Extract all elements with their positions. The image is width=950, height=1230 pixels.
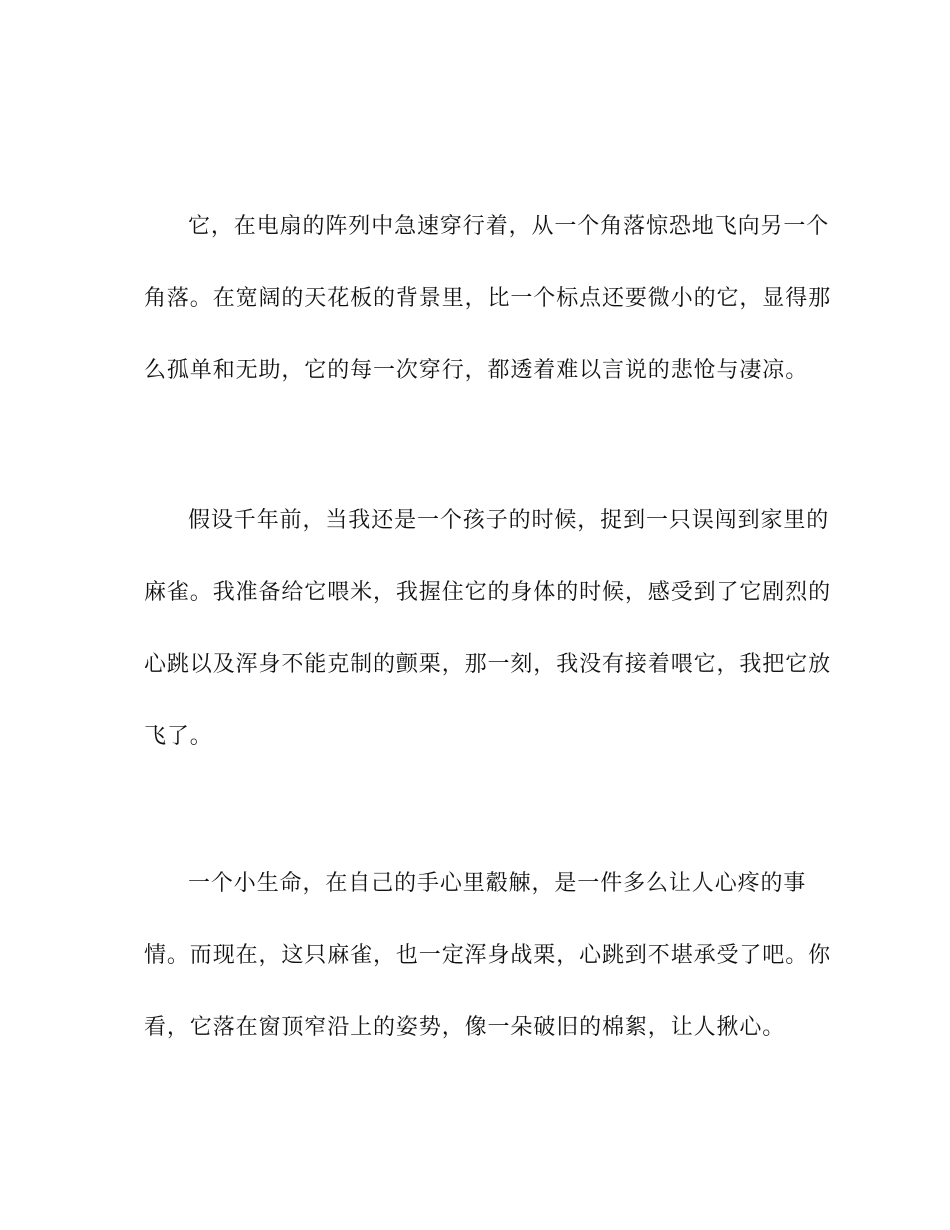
paragraph-3 <box>144 868 832 1084</box>
paragraph-line: 麻雀。我准备给它喂米，我握住它的身体的时候，感受到了它剧烈的 <box>144 580 832 605</box>
paragraph-1 <box>144 211 832 427</box>
paragraph-line: 看，它落在窗顶窄沿上的姿势，像一朵破旧的棉絮，让人揪心。 <box>144 1015 786 1040</box>
paragraph-line: 飞了。 <box>144 724 213 749</box>
paragraph-line: 心跳以及浑身不能克制的颤栗，那一刻，我没有接着喂它，我把它放 <box>144 652 832 677</box>
paragraph-line: 一个小生命，在自己的手心里觳觫，是一件多么让人心疼的事 <box>188 871 807 896</box>
paragraph-line: 角落。在宽阔的天花板的背景里，比一个标点还要微小的它，显得那 <box>144 286 832 311</box>
paragraph-line: 情。而现在，这只麻雀，也一定浑身战栗，心跳到不堪承受了吧。你 <box>144 943 832 968</box>
paragraph-2 <box>144 505 832 793</box>
paragraph-line: 么孤单和无助，它的每一次穿行，都透着难以言说的悲怆与凄凉。 <box>144 358 809 383</box>
paragraph-line: 它，在电扇的阵列中急速穿行着，从一个角落惊恐地飞向另一个 <box>188 214 830 239</box>
paragraph-line: 假设千年前，当我还是一个孩子的时候，捉到一只误闯到家里的 <box>188 508 830 533</box>
